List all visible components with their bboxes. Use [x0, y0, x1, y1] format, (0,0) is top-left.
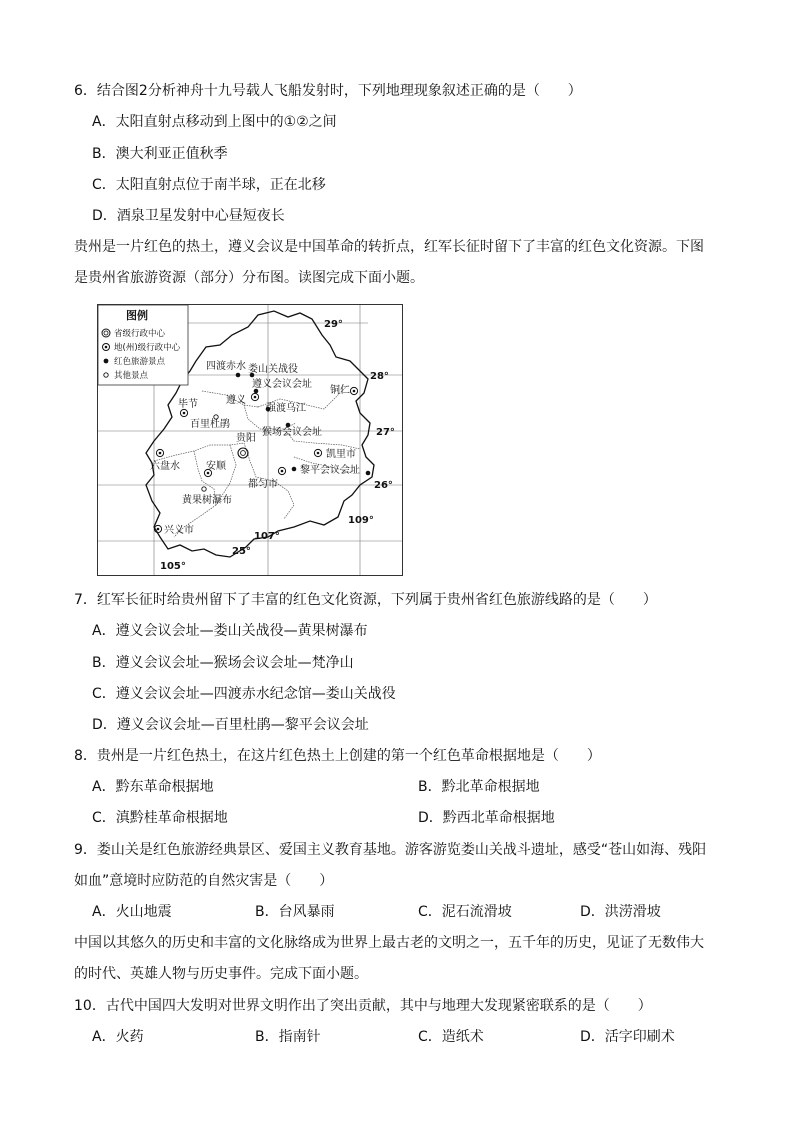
sidu-marker	[236, 373, 241, 378]
passage1-line1: 贵州是一片红色的热土，遵义会议是中国革命的转折点，红军长征时留下了丰富的红色文化资源。下图	[74, 239, 704, 255]
guizhou-tourism-map	[97, 304, 403, 576]
q6-stem: 6．结合图2分析神舟十九号载人飞船发射时，下列地理现象叙述正确的是（ ）	[74, 83, 582, 99]
q8-option-d: D．黔西北革命根据地	[418, 810, 555, 826]
lat-26-label: 26°	[374, 480, 393, 491]
q10-option-a: A．火药	[92, 1029, 144, 1045]
legend-item-red-site: 红色旅游景点	[114, 357, 166, 367]
liping-label: 黎平会议会址	[300, 465, 360, 476]
legend-title: 图例	[126, 309, 148, 322]
q9-option-d: D．洪涝滑坡	[580, 904, 661, 920]
q9-stem-line1: 9．娄山关是红色旅游经典景区、爱国主义教育基地。游客游览娄山关战斗遗址，感受“苍山如海、残阳	[74, 842, 707, 858]
legend-item-provincial: 省级行政中心	[114, 329, 166, 339]
q6-option-d: D．酒泉卫星发射中心昼短夜长	[92, 208, 285, 224]
q8-option-b: B．黔北革命根据地	[418, 779, 540, 795]
q6-option-a: A．太阳直射点移动到上图中的①②之间	[92, 114, 337, 130]
duyun-label: 都匀市	[248, 479, 278, 490]
bijie-label: 毕节	[178, 399, 198, 410]
q10-stem: 10．古代中国四大发明对世界文明作出了突出贡献，其中与地理大发现紧密联系的是（ ）	[74, 998, 652, 1014]
tongren-label: 铜仁	[330, 385, 350, 396]
zunyi-site-label: 遵义会议会址	[252, 379, 312, 390]
loushan-label: 娄山关战役	[248, 364, 298, 375]
q7-option-b: B．遵义会议会址—猴场会议会址—梵净山	[92, 655, 354, 671]
q6-option-b: B．澳大利亚正值秋季	[92, 146, 228, 162]
houchang-label: 猴场会议会址	[262, 427, 322, 438]
map-svg	[98, 305, 402, 575]
q9-option-b: B．台风暴雨	[255, 904, 335, 920]
sidu-label: 四渡赤水	[206, 361, 246, 372]
guiyang-label: 贵阳	[236, 433, 256, 444]
liupanshui-label: 六盘水	[150, 461, 180, 472]
lon-105-label: 105°	[160, 561, 186, 572]
q7-stem: 7．红军长征时给贵州留下了丰富的红色文化资源，下列属于贵州省红色旅游线路的是（ ）	[74, 592, 657, 608]
q9-option-c: C．泥石流滑坡	[418, 904, 512, 920]
q7-option-c: C．遵义会议会址—四渡赤水纪念馆—娄山关战役	[92, 686, 396, 702]
kaili-label: 凯里市	[326, 449, 356, 460]
q9-option-a: A．火山地震	[92, 904, 172, 920]
baili-label: 百里杜鹃	[190, 419, 230, 430]
map-legend	[98, 305, 188, 385]
q8-option-a: A．黔东革命根据地	[92, 779, 214, 795]
q8-option-c: C．滇黔桂革命根据地	[92, 810, 228, 826]
zunyi-label: 遵义	[226, 395, 246, 406]
q10-option-c: C．造纸术	[418, 1029, 484, 1045]
lat-25-label: 25°	[232, 546, 251, 557]
legend-item-prefecture: 地(州)级行政中心	[114, 343, 181, 353]
lon-109-label: 109°	[348, 515, 374, 526]
huangguoshu-label: 黄果树瀑布	[182, 495, 232, 506]
q8-stem: 8．贵州是一片红色热土，在这片红色热土上创建的第一个红色革命根据地是（ ）	[74, 748, 601, 764]
lon-107-label: 107°	[254, 531, 280, 542]
passage1-line2: 是贵州省旅游资源（部分）分布图。读图完成下面小题。	[74, 270, 424, 286]
q10-option-d: D．活字印刷术	[580, 1029, 675, 1045]
lat-27-label: 27°	[376, 427, 395, 438]
q7-option-d: D．遵义会议会址—百里杜鹃—黎平会议会址	[92, 717, 369, 733]
q10-option-b: B．指南针	[255, 1029, 321, 1045]
q7-option-a: A．遵义会议会址—娄山关战役—黄果树瀑布	[92, 623, 368, 639]
qiangdu-label: 强渡乌江	[266, 403, 306, 414]
passage2-line1: 中国以其悠久的历史和丰富的文化脉络成为世界上最古老的文明之一，五千年的历史，见证了无数伟大	[74, 935, 704, 951]
liping-marker	[366, 471, 371, 476]
passage2-line2: 的时代、英雄人物与历史事件。完成下面小题。	[74, 966, 368, 982]
q6-option-c: C．太阳直射点位于南半球，正在北移	[92, 177, 326, 193]
xingyi-label: 兴义市	[164, 525, 194, 536]
anshun-label: 安顺	[206, 461, 226, 472]
legend-item-other-site: 其他景点	[114, 371, 149, 381]
lat-29-label: 29°	[324, 319, 343, 330]
lat-28-label: 28°	[370, 371, 389, 382]
q9-stem-line2: 如血”意境时应防范的自然灾害是（ ）	[74, 873, 334, 889]
